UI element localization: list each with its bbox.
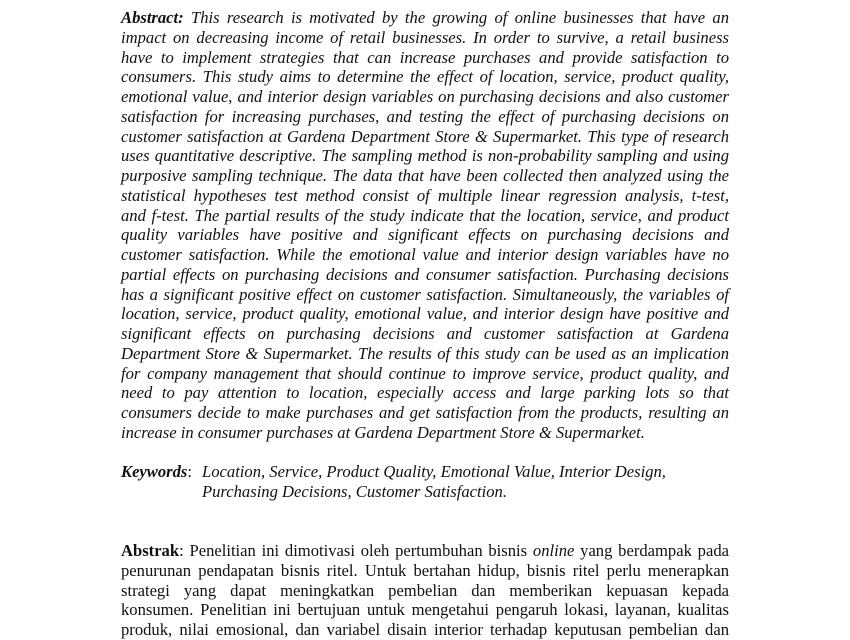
keywords [121, 462, 729, 502]
abstrak-line: strategi yang dapat meningkatkan pembelian dan memberikan kepuasan kepada [121, 580, 729, 600]
abstract-line: partial effects on purchasing decisions and consumer satisfaction. Purchasing decisions [121, 264, 729, 284]
keywords-label: Keywords: [121, 462, 192, 481]
abstract-line: emotional value, and interior design variables on purchasing decisions and also customer [121, 87, 729, 106]
abstrak-line: penurunan pendapatan bisnis ritel. Untuk bertahan hidup, bisnis ritel perlu menerapkan [121, 560, 729, 580]
abstract-line: for company management that should continue to improve service, product quality, and [121, 363, 729, 383]
abstrak-line: produk, nilai emosional, dan variabel disain interior terhadap keputusan pembelian dan [121, 620, 729, 639]
abstract-line: impact on decreasing income of retail businesses. In order to survive, a retail business [121, 27, 729, 47]
abstract-line: customer satisfaction at Gardena Department Store & Supermarket. This type of research [121, 126, 729, 146]
abstract-label: Abstract: [121, 8, 184, 27]
abstract-line: uses quantitative descriptive. The sampling method is non-probability sampling and using [121, 146, 729, 166]
abstract-line: customer satisfaction. While the emotional value and interior design variables have no [121, 245, 729, 264]
abstract-line: consumers. This study aims to determine the effect of location, service, product quality, [121, 67, 729, 87]
english-abstract [121, 8, 729, 443]
abstract-line: have to implement strategies that can increase purchases and provide satisfaction to [121, 47, 729, 67]
abstract-line: consumers decide to make purchases and get satisfaction from the products, resulting an [121, 403, 729, 422]
keywords-line: Keywords: Location, Service, Product Quality, Emotional Value, Interior Design, [121, 462, 666, 481]
abstract-line: need to pay attention to location, especially access and large parking lots so that [121, 383, 729, 403]
abstract-line: has a significant positive effect on customer satisfaction. Simultaneously, the variables of [121, 284, 729, 304]
abstract-line: and f-test. The partial results of the study indicate that the location, service, and product [121, 205, 729, 225]
indonesian-abstract [121, 541, 729, 640]
abstrak-line: Abstrak: Penelitian ini dimotivasi oleh pertumbuhan bisnis online yang berdampak pada [121, 541, 729, 560]
abstract-line: increase in consumer purchases at Gardena Department Store & Supermarket. [121, 422, 645, 442]
abstract-line: quality variables have positive and significant effects on purchasing decisions and [121, 225, 729, 245]
abstrak-line: konsumen. Penelitian ini bertujuan untuk mengetahui pengaruh lokasi, layanan, kualitas [121, 600, 729, 620]
keywords-line: Purchasing Decisions, Customer Satisfaction. [202, 481, 507, 501]
abstract-line: satisfaction for increasing purchases, and testing the effect of purchasing decisions on [121, 106, 729, 126]
abstract-line: statistical hypotheses test method consist of multiple linear regression analysis, t-test, [121, 185, 729, 205]
abstrak-label: Abstrak [121, 541, 180, 560]
abstract-line: purposive sampling technique. The data that have been collected then analyzed using the [121, 166, 729, 185]
abstract-line: Department Store & Supermarket. The results of this study can be used as an implication [121, 343, 729, 363]
abstract-line: significant effects on purchasing decisions and customer satisfaction at Gardena [121, 324, 729, 343]
abstract-line: Abstract: This research is motivated by the growing of online businesses that have an [121, 8, 729, 27]
abstract-line: location, service, product quality, emotional value, and interior design have positive and [121, 304, 729, 324]
